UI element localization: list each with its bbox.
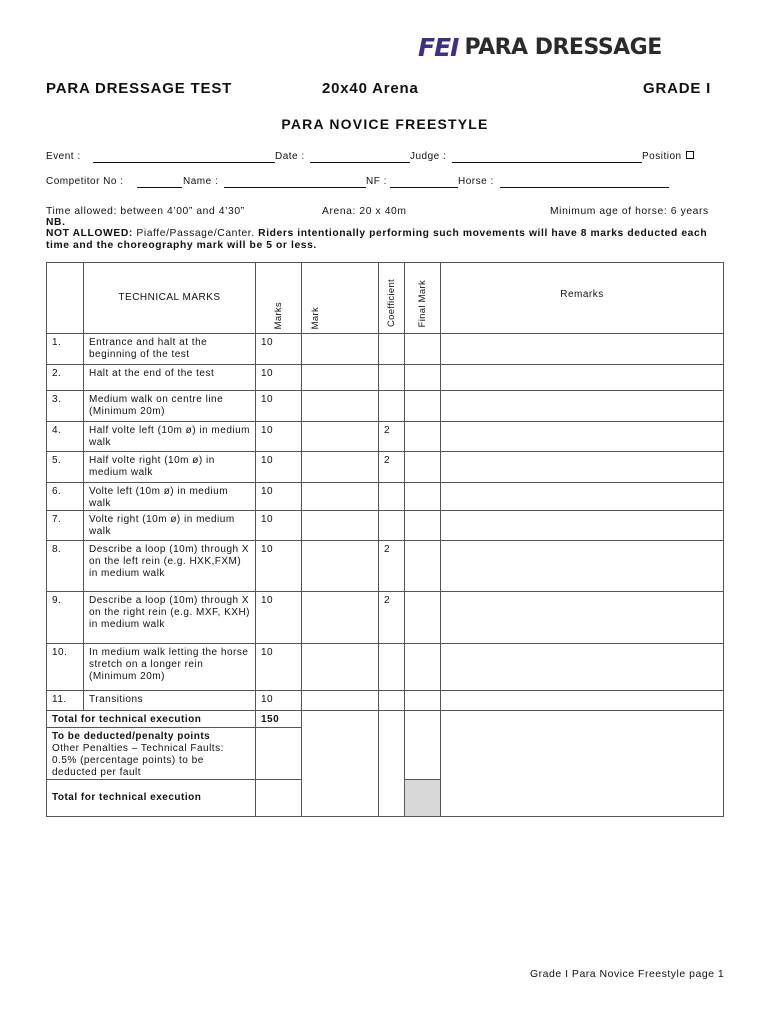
max-marks: 10 [256,691,302,711]
movement-description: Describe a loop (10m) through X on the right rein (e.g. MXF, KXH) in medium walk [84,592,256,644]
event-label: Event : [46,151,81,162]
max-marks: 10 [256,334,302,365]
row-number: 11. [47,691,84,711]
horse-label: Horse : [458,176,494,187]
movement-description: Medium walk on centre line (Minimum 20m) [84,391,256,422]
coefficient: 2 [379,452,405,483]
header-mark-cell [302,263,379,334]
table-header-row [47,263,724,334]
table-row [47,391,724,422]
coefficient: 2 [379,592,405,644]
test-title: PARA DRESSAGE TEST [46,80,233,97]
remarks-cell[interactable] [441,644,724,691]
mark-cell[interactable] [302,592,379,644]
final-total-marks-cell [256,780,302,817]
mark-cell[interactable] [302,691,379,711]
fei-para-dressage-logo [418,34,662,60]
nf-label: NF : [366,176,387,187]
coefficient: 2 [379,422,405,452]
not-allowed-note [46,228,721,252]
remarks-cell[interactable] [441,365,724,391]
table-row [47,691,724,711]
mark-cell[interactable] [302,365,379,391]
min-horse-age: Minimum age of horse: 6 years [550,206,709,217]
logo-text: PARA DRESSAGE [464,34,662,60]
coefficient: 2 [379,541,405,592]
header-final-mark: Final Mark [416,279,428,327]
movement-description: Volte left (10m ø) in medium walk [84,483,256,511]
final-mark-cell[interactable] [405,644,441,691]
not-allowed-items: Piaffe/Passage/Canter. [132,228,259,239]
mark-cell[interactable] [302,483,379,511]
movement-description: Volte right (10m ø) in medium walk [84,511,256,541]
mark-cell[interactable] [302,391,379,422]
mark-cell[interactable] [302,452,379,483]
final-mark-cell[interactable] [405,592,441,644]
table-row [47,452,724,483]
mark-cell[interactable] [302,541,379,592]
table-row [47,511,724,541]
table-row [47,541,724,592]
remarks-cell[interactable] [441,452,724,483]
row-number: 1. [47,334,84,365]
not-allowed-penalty: Riders intentionally performing such movements will have 8 marks deducted each time and the choreography mark will be 5 or less. [46,228,708,251]
remarks-cell[interactable] [441,691,724,711]
coefficient [379,483,405,511]
coefficient [379,691,405,711]
row-number: 5. [47,452,84,483]
header-mark: Mark [310,306,321,329]
judge-label: Judge : [410,151,447,162]
event-field[interactable] [93,162,275,163]
total-row [47,711,724,728]
total-label: Total for technical execution [47,711,256,728]
final-mark-cell[interactable] [405,365,441,391]
max-marks: 10 [256,644,302,691]
header-remarks: Remarks [441,263,724,334]
row-number: 9. [47,592,84,644]
row-number: 3. [47,391,84,422]
max-marks: 10 [256,391,302,422]
date-field[interactable] [310,162,410,163]
max-marks: 10 [256,422,302,452]
final-mark-cell[interactable] [405,391,441,422]
remarks-cell[interactable] [441,422,724,452]
remarks-cell[interactable] [441,483,724,511]
time-allowed: Time allowed: between 4’00” and 4’30” [46,206,245,217]
not-allowed-label: NOT ALLOWED: [46,228,133,239]
deduction-marks-cell [256,728,302,780]
remarks-cell[interactable] [441,391,724,422]
deduction-note: Other Penalties – Technical Faults: 0.5% (percentage points) to be deducted per fault [52,743,224,778]
coefficient [379,644,405,691]
header-number-cell [47,263,84,334]
coefficient [379,391,405,422]
final-mark-cell[interactable] [405,422,441,452]
horse-field[interactable] [500,187,669,188]
remarks-cell[interactable] [441,334,724,365]
position-label: Position [642,151,682,162]
total-value: 150 [256,711,302,728]
arena-size: Arena: 20 x 40m [322,206,407,217]
total-mark-cell[interactable] [302,711,379,817]
table-row [47,483,724,511]
remarks-cell[interactable] [441,592,724,644]
table-row [47,644,724,691]
movement-description: In medium walk letting the horse stretch on a longer rein (Minimum 20m) [84,644,256,691]
nb-label: NB. [46,217,66,228]
row-number: 2. [47,365,84,391]
final-mark-cell[interactable] [405,541,441,592]
mark-cell[interactable] [302,334,379,365]
position-field[interactable] [642,151,694,162]
header-coefficient-cell [379,263,405,334]
name-field[interactable] [224,187,366,188]
row-number: 10. [47,644,84,691]
final-mark-cell[interactable] [405,452,441,483]
coefficient [379,334,405,365]
final-mark-cell[interactable] [405,483,441,511]
max-marks: 10 [256,511,302,541]
movement-description: Describe a loop (10m) through X on the left rein (e.g. HXK,FXM) in medium walk [84,541,256,592]
header-coefficient: Coefficient [385,278,397,327]
nf-field[interactable] [390,187,458,188]
technical-marks-table [46,262,724,817]
table-row [47,422,724,452]
row-number: 8. [47,541,84,592]
max-marks: 10 [256,592,302,644]
deduction-cell [47,728,256,780]
page-subtitle: PARA NOVICE FREESTYLE [281,116,489,132]
coefficient [379,365,405,391]
fei-logo-mark: FEI [418,32,459,62]
row-number: 7. [47,511,84,541]
max-marks: 10 [256,541,302,592]
remarks-cell[interactable] [441,541,724,592]
table-row [47,365,724,391]
arena-title: 20x40 Arena [322,80,419,97]
final-total-label: Total for technical execution [47,780,256,817]
total-final-cell[interactable] [405,711,441,728]
row-number: 6. [47,483,84,511]
competitor-no-label: Competitor No : [46,176,124,187]
header-final-mark-cell [405,263,441,334]
coefficient [379,511,405,541]
movement-description: Half volte right (10m ø) in medium walk [84,452,256,483]
movement-description: Half volte left (10m ø) in medium walk [84,422,256,452]
competitor-no-field[interactable] [137,187,182,188]
judge-field[interactable] [452,162,642,163]
remarks-cell[interactable] [441,511,724,541]
mark-cell[interactable] [302,422,379,452]
max-marks: 10 [256,452,302,483]
movement-description: Transitions [84,691,256,711]
final-mark-cell[interactable] [405,334,441,365]
position-checkbox[interactable] [686,151,694,159]
date-label: Date : [275,151,305,162]
final-total-final-cell [405,780,441,817]
movement-description: Entrance and halt at the beginning of the test [84,334,256,365]
table-row [47,334,724,365]
header-technical-marks: TECHNICAL MARKS [84,263,256,334]
mark-cell[interactable] [302,511,379,541]
deduction-final-cell[interactable] [405,728,441,780]
header-marks: Marks [272,301,284,329]
final-mark-cell[interactable] [405,511,441,541]
max-marks: 10 [256,483,302,511]
page-footer: Grade I Para Novice Freestyle page 1 [530,968,725,980]
final-mark-cell[interactable] [405,691,441,711]
movement-description: Halt at the end of the test [84,365,256,391]
header-marks-cell [256,263,302,334]
deduction-label: To be deducted/penalty points [52,731,211,742]
grade-title: GRADE I [643,80,712,97]
table-row [47,592,724,644]
name-label: Name : [183,176,219,187]
max-marks: 10 [256,365,302,391]
total-remarks-cell[interactable] [441,711,724,817]
row-number: 4. [47,422,84,452]
mark-cell[interactable] [302,644,379,691]
total-coef-cell [379,711,405,817]
